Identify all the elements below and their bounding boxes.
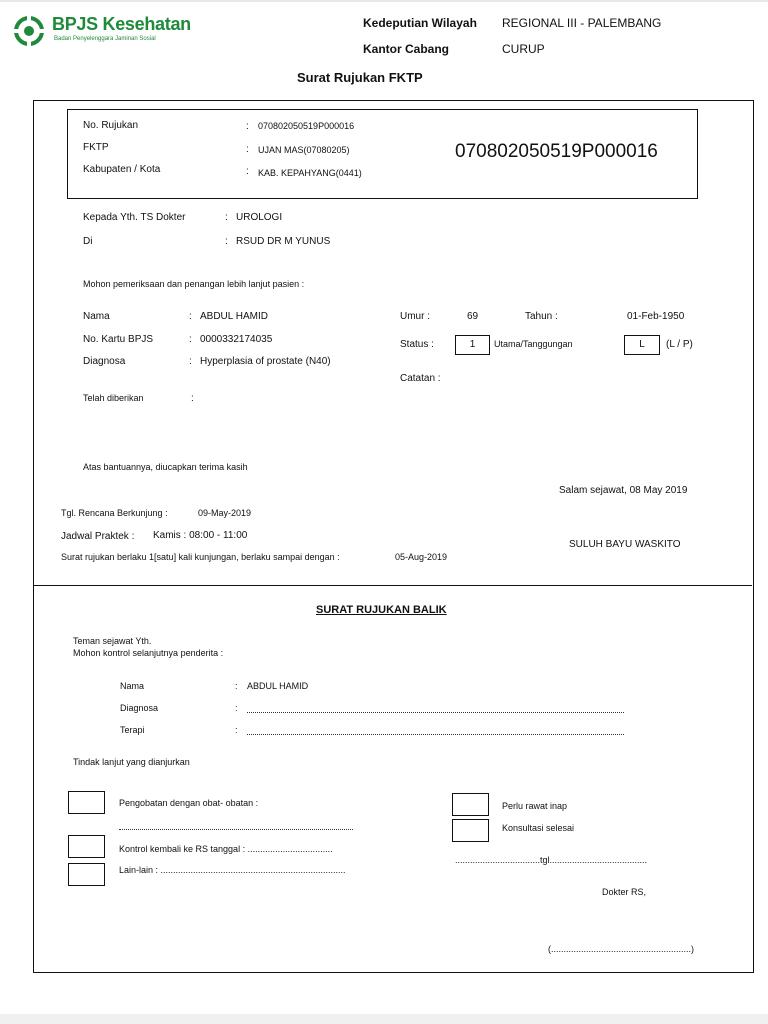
kontrol-label: Kontrol kembali ke RS tanggal : .................................. <box>119 844 333 854</box>
balik-nama-colon: : <box>235 681 238 691</box>
kabupaten-colon: : <box>246 166 249 177</box>
diagnosa-dotted-line <box>247 712 624 713</box>
tahun-label: Tahun : <box>525 311 558 322</box>
kartu-label: No. Kartu BPJS <box>83 334 154 345</box>
dokter-name: SULUH BAYU WASKITO <box>569 539 681 550</box>
bottom-edge <box>0 1014 768 1024</box>
terapi-dotted-line <box>247 734 624 735</box>
salam-text: Salam sejawat, 08 May 2019 <box>559 485 688 496</box>
balik-diagnosa-colon: : <box>235 703 238 713</box>
konsultasi-checkbox[interactable] <box>452 819 489 842</box>
lain-checkbox[interactable] <box>68 863 105 886</box>
tahun-value: 01-Feb-1950 <box>627 311 685 322</box>
top-edge <box>0 0 768 2</box>
kartu-value: 0000332174035 <box>200 334 273 345</box>
jadwal-label: Jadwal Praktek : <box>61 531 135 542</box>
balik-title: SURAT RUJUKAN BALIK <box>316 604 447 616</box>
lain-label: Lain-lain : .......................................................................... <box>119 865 346 875</box>
teman-text: Teman sejawat Yth. <box>73 636 152 646</box>
nama-value: ABDUL HAMID <box>200 311 268 322</box>
rawat-inap-checkbox[interactable] <box>452 793 489 816</box>
gender-desc: (L / P) <box>666 339 693 350</box>
status-box <box>455 335 490 355</box>
status-desc: Utama/Tanggungan <box>494 339 573 349</box>
di-colon: : <box>225 236 228 247</box>
tindak-text: Tindak lanjut yang dianjurkan <box>73 757 190 767</box>
logo-text: BPJS Kesehatan <box>52 14 191 34</box>
berlaku-text: Surat rujukan berlaku 1[satu] kali kunjungan, berlaku sampai dengan : <box>61 552 340 562</box>
nama-label: Nama <box>83 311 110 322</box>
rujukan-big-number: 070802050519P000016 <box>455 141 658 162</box>
mohon-kontrol-text: Mohon kontrol selanjutnya penderita : <box>73 648 224 658</box>
gender-box <box>624 335 660 355</box>
kepada-label: Kepada Yth. TS Dokter <box>83 212 186 223</box>
document-frame <box>33 100 754 973</box>
kabupaten-value: KAB. KEPAHYANG(0441) <box>258 168 362 178</box>
section-divider <box>34 585 752 586</box>
bpjs-logo-icon <box>14 16 44 46</box>
nama-colon: : <box>189 311 192 322</box>
kontrol-checkbox[interactable] <box>68 835 105 858</box>
page-title: Surat Rujukan FKTP <box>297 70 423 85</box>
tgl-rencana-value: 09-May-2019 <box>198 508 252 518</box>
rawat-inap-label: Perlu rawat inap <box>502 801 568 811</box>
no-rujukan-colon: : <box>246 121 249 132</box>
di-value: RSUD DR M YUNUS <box>236 236 331 247</box>
umur-label: Umur : <box>400 311 430 322</box>
dokter-rs-label: Dokter RS, <box>602 887 647 897</box>
gender-value: L <box>639 339 645 350</box>
balik-nama-label: Nama <box>120 681 145 691</box>
di-label: Di <box>83 236 93 247</box>
kepada-value: UROLOGI <box>236 212 283 223</box>
mohon-text: Mohon pemeriksaan dan penangan lebih lanjut pasien : <box>83 279 305 289</box>
status-label: Status : <box>400 339 434 350</box>
terapi-colon: : <box>235 725 238 735</box>
umur-value: 69 <box>467 311 479 322</box>
berlaku-value: 05-Aug-2019 <box>395 552 448 562</box>
kantor-value: CURUP <box>502 42 545 56</box>
signature-line: (........................................................) <box>548 944 695 954</box>
telah-colon: : <box>191 393 194 404</box>
terapi-label: Terapi <box>120 725 145 735</box>
diagnosa-value: Hyperplasia of prostate (N40) <box>200 356 331 367</box>
no-rujukan-value: 070802050519P000016 <box>258 121 355 131</box>
kartu-colon: : <box>189 334 192 345</box>
konsultasi-label: Konsultasi selesai <box>502 823 575 833</box>
fktp-value: UJAN MAS(07080205) <box>258 145 350 155</box>
logo-subtitle: Badan Penyelenggara Jaminan Sosial <box>54 36 156 42</box>
tgl-rencana-label: Tgl. Rencana Berkunjung : <box>61 508 168 518</box>
bpjs-logo <box>14 14 194 48</box>
deputi-label: Kedeputian Wilayah <box>363 16 477 30</box>
thanks-text: Atas bantuannya, diucapkan terima kasih <box>83 462 248 472</box>
status-value: 1 <box>469 339 476 350</box>
kabupaten-label: Kabupaten / Kota <box>83 164 161 175</box>
diagnosa-colon: : <box>189 356 192 367</box>
deputi-value: REGIONAL III - PALEMBANG <box>502 16 662 30</box>
balik-nama-value: ABDUL HAMID <box>247 681 309 691</box>
balik-diagnosa-label: Diagnosa <box>120 703 159 713</box>
no-rujukan-label: No. Rujukan <box>83 120 139 131</box>
pengobatan-label: Pengobatan dengan obat- obatan : <box>119 798 259 808</box>
fktp-colon: : <box>246 144 249 155</box>
catatan-label: Catatan : <box>400 373 441 384</box>
kepada-colon: : <box>225 212 228 223</box>
pengobatan-checkbox[interactable] <box>68 791 105 814</box>
kantor-label: Kantor Cabang <box>363 42 450 56</box>
fktp-label: FKTP <box>83 142 109 153</box>
diagnosa-label: Diagnosa <box>83 356 126 367</box>
tgl-signature-line: ..................................tgl....................................... <box>455 855 648 865</box>
jadwal-value: Kamis : 08:00 - 11:00 <box>153 530 248 541</box>
pengobatan-dotted-line <box>119 829 353 830</box>
telah-label: Telah diberikan <box>83 393 144 403</box>
